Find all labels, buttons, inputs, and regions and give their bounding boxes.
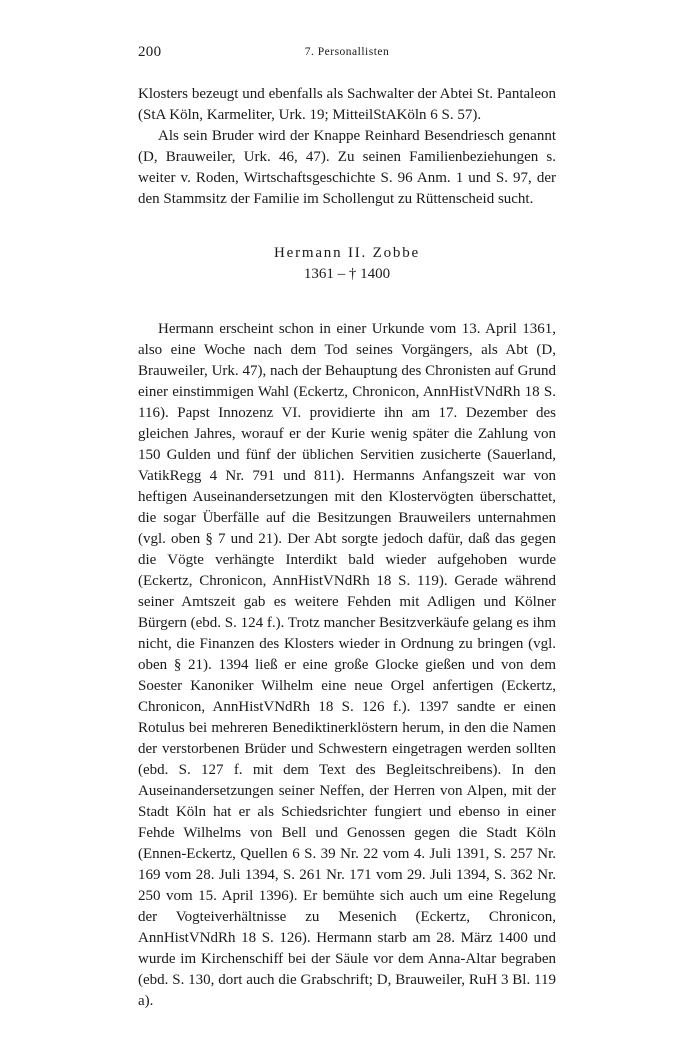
entry-dates: 1361 – † 1400 bbox=[303, 266, 391, 282]
document-page bbox=[138, 44, 556, 1012]
intro-paragraph-1: Klosters bezeugt und ebenfalls als Sachwalter der Abtei St. Pantaleon (StA Köln, Karmeliter, Urk. 19; MitteilStAKöln 6 S. 57). bbox=[138, 86, 556, 123]
page-header bbox=[138, 44, 556, 68]
intro-paragraph-2: Als sein Bruder wird der Knappe Reinhard Besendriesch genannt (D, Brauweiler, Urk. 46, 47). Zu seinen Familienbeziehungen s. weiter v. Roden, Wirtschaftsgeschichte S. 96 Anm. 1 und S. 97, der den Stammsitz der Familie im Schollengut zu Rüttenscheid sucht. bbox=[138, 128, 556, 207]
entry-body-paragraph: Hermann erscheint schon in einer Urkunde vom 13. April 1361, also eine Woche nach dem Tod seines Vorgängers, als Abt (D, Brauweiler, Urk. 47), nach der Behauptung des Chronisten auf Grund einer einstimmigen Wahl (Eckertz, Chronicon, AnnHistVNdRh 18 S. 116). Papst Innozenz VI. providierte ihn am 17. Dezember des gleichen Jahres, worauf er der Kurie wenig später die Zahlung von 150 Gulden und fünf der üblichen Servitien zusicherte (Sauerland, VatikRegg 4 Nr. 791 und 811). Hermanns Anfangszeit war von heftigen Auseinandersetzungen mit den Klostervögten überschattet, die sogar Überfälle auf die Besitzungen Brauweilers unternahmen (vgl. oben § 7 und 21). Der Abt sorgte jedoch dafür, daß das gegen die Vögte verhängte Interdikt bald wieder aufgehoben wurde (Eckertz, Chronicon, AnnHistVNdRh 18 S. 119). Gerade während seiner Amtszeit gab es weitere Fehden mit Adligen und Kölner Bürgern (ebd. S. 124 f.). Trotz mancher Besitzverkäufe gelang es ihm nicht, die Finanzen des Klosters wieder in Ordnung zu bringen (vgl. oben § 21). 1394 ließ er eine große Glocke gießen und von dem Soester Kanoniker Wilhelm eine neue Orgel anfertigen (Eckertz, Chronicon, AnnHistVNdRh 18 S. 126 f.). 1397 sandte er einen Rotulus bei mehreren Benediktinerklöstern herum, in den die Namen der verstorbenen Brüder und Schwestern eingetragen werden sollten (ebd. S. 127 f. mit dem Text des Begleitschreibens). In den Auseinandersetzungen seiner Neffen, der Herren von Alpen, mit der Stadt Köln hat er als Schiedsrichter fungiert und ebenso in einer Fehde Wilhelms von Bell und Genossen gegen die Stadt Köln (Ennen-Eckertz, Quellen 6 S. 39 Nr. 22 vom 4. Juli 1391, S. 257 Nr. 169 vom 28. Juli 1394, S. 261 Nr. 171 vom 29. Juli 1394, S. 362 Nr. 250 vom 15. April 1396). Er bemühte sich auch um eine Regelung der Vogteiverhältnisse zu Mesenich (Eckertz, Chronicon, AnnHistVNdRh 18 S. 126). Hermann starb am 28. März 1400 und wurde im Kirchenschiff bei der Säule vor dem Anna-Altar begraben (ebd. S. 130, dort auch die Grabschrift; D, Brauweiler, RuH 3 Bl. 119 a). bbox=[138, 321, 556, 1009]
page-number: 200 bbox=[138, 44, 162, 60]
running-head: 7. Personallisten bbox=[304, 46, 390, 58]
entry-title: Hermann II. Zobbe bbox=[274, 245, 420, 261]
